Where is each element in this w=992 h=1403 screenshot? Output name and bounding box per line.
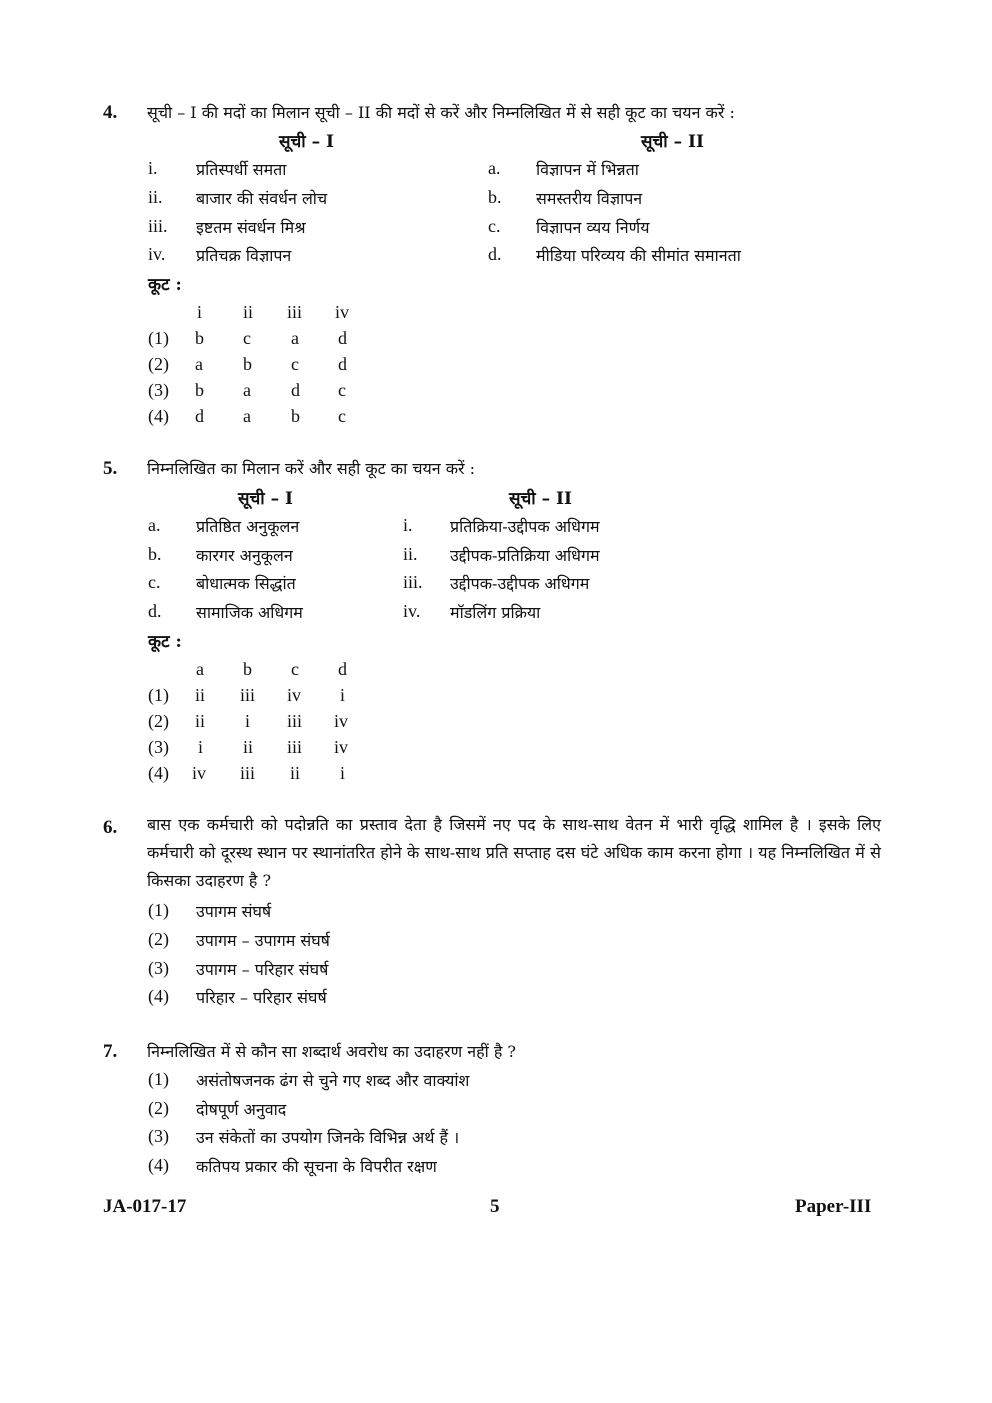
- question-number: 7.: [103, 1041, 118, 1062]
- list-1-label: d.: [148, 601, 162, 621]
- code-cell: d: [195, 406, 204, 426]
- code-cell: i: [245, 711, 251, 731]
- list-1-item: प्रतिस्पर्धी समता: [196, 160, 287, 179]
- list-2-label: d.: [488, 244, 502, 264]
- list-1-item: कारगर अनुकूलन: [196, 546, 293, 565]
- list-2-item: समस्तरीय विज्ञापन: [536, 189, 643, 208]
- option-number: (2): [148, 929, 169, 949]
- option-text: दोषपूर्ण अनुवाद: [196, 1100, 287, 1119]
- option-text: उन संकेतों का उपयोग जिनके विभिन्न अर्थ हैं ।: [196, 1128, 460, 1147]
- option-text: उपागम संघर्ष: [196, 902, 272, 921]
- code-header: b: [243, 659, 252, 679]
- code-cell: iv: [287, 685, 302, 705]
- code-cell: b: [195, 328, 204, 348]
- list-1-item: प्रतिष्ठित अनुकूलन: [196, 517, 300, 536]
- list-1-item: इष्टतम संवर्धन मिश्र: [196, 218, 306, 237]
- list-2-label: ii.: [403, 544, 418, 564]
- list-1-label: c.: [148, 572, 161, 592]
- list-2-item: विज्ञापन में भिन्नता: [536, 160, 639, 179]
- code-header: iv: [335, 302, 350, 322]
- page-number: 5: [490, 1196, 500, 1217]
- code-cell: b: [243, 354, 252, 374]
- option-number: (4): [148, 1155, 169, 1175]
- list-2-label: i.: [403, 515, 413, 535]
- list-1-label: b.: [148, 544, 162, 564]
- code-cell: b: [291, 406, 300, 426]
- code-cell: iii: [287, 711, 303, 731]
- list-2-label: iii.: [403, 572, 423, 592]
- option-text: असंतोषजनक ढंग से चुने गए शब्द और वाक्यांश: [196, 1071, 470, 1090]
- option-text: परिहार – परिहार संघर्ष: [196, 988, 327, 1007]
- code-cell: c: [243, 328, 251, 348]
- list-2-item: उद्दीपक-प्रतिक्रिया अधिगम: [450, 546, 600, 565]
- list-1-label: iv.: [148, 244, 166, 264]
- list-1-label: iii.: [148, 216, 168, 236]
- list-1-label: i.: [148, 158, 158, 178]
- code-option-number: (3): [148, 737, 169, 757]
- code-cell: a: [243, 380, 251, 400]
- list-2-label: b.: [488, 187, 502, 207]
- code-cell: i: [198, 737, 204, 757]
- question-text: बास एक कर्मचारी को पदोन्नति का प्रस्ताव देता है जिसमें नए पद के साथ-साथ वेतन में भारी वृद्धि शामिल है । इसके लिए कर्मचारी को दूरस्थ स्थान पर स्थानांतरित होने के साथ-साथ प्रति सप्ताह दस घंटे अधिक काम करना होगा । यह निम्नलिखित में से किसका उदाहरण है ?: [147, 815, 881, 890]
- question-text: निम्नलिखित का मिलान करें और सही कूट का चयन करें :: [147, 459, 476, 478]
- option-text: कतिपय प्रकार की सूचना के विपरीत रक्षण: [196, 1157, 437, 1176]
- code-cell: iv: [192, 763, 207, 783]
- code-header: d: [338, 659, 347, 679]
- code-header: ii: [243, 302, 254, 322]
- code-cell: ii: [195, 685, 206, 705]
- list-2-item: मॉडलिंग प्रक्रिया: [450, 603, 541, 622]
- list-2-item: विज्ञापन व्यय निर्णय: [536, 218, 650, 237]
- code-header: a: [196, 659, 204, 679]
- code-option-number: (2): [148, 711, 169, 731]
- option-number: (4): [148, 986, 169, 1006]
- option-number: (3): [148, 958, 169, 978]
- option-number: (1): [148, 900, 169, 920]
- code-option-number: (4): [148, 763, 169, 783]
- list-1-header: सूची – I: [279, 132, 334, 152]
- question-text: निम्नलिखित में से कौन सा शब्दार्थ अवरोध का उदाहरण नहीं है ?: [147, 1042, 517, 1061]
- code-cell: iii: [240, 763, 256, 783]
- code-cell: d: [291, 380, 300, 400]
- question-number: 4.: [103, 102, 118, 123]
- code-cell: c: [338, 380, 346, 400]
- code-option-number: (1): [148, 328, 169, 348]
- code-cell: a: [195, 354, 203, 374]
- code-label: कूट :: [148, 632, 182, 652]
- option-number: (1): [148, 1069, 169, 1089]
- list-1-label: ii.: [148, 187, 163, 207]
- code-cell: a: [291, 328, 299, 348]
- code-cell: d: [338, 354, 347, 374]
- code-cell: iv: [334, 737, 349, 757]
- list-2-item: उद्दीपक-उद्दीपक अधिगम: [450, 574, 590, 593]
- list-2-label: iv.: [403, 601, 421, 621]
- list-2-label: a.: [488, 158, 501, 178]
- code-cell: ii: [195, 711, 206, 731]
- code-cell: iii: [287, 737, 303, 757]
- code-header: i: [197, 302, 203, 322]
- list-2-label: c.: [488, 216, 501, 236]
- code-cell: c: [291, 354, 299, 374]
- code-cell: ii: [290, 763, 301, 783]
- code-cell: iii: [240, 685, 256, 705]
- question-number: 5.: [103, 458, 118, 479]
- list-2-header: सूची – II: [509, 489, 572, 509]
- list-2-item: मीडिया परिव्यय की सीमांत समानता: [536, 246, 741, 265]
- list-2-item: प्रतिक्रिया-उद्दीपक अधिगम: [450, 517, 600, 536]
- option-number: (3): [148, 1126, 169, 1146]
- code-cell: d: [338, 328, 347, 348]
- list-1-item: बोधात्मक सिद्धांत: [196, 574, 296, 593]
- code-label: कूट :: [148, 275, 182, 295]
- paper-title: Paper-III: [795, 1196, 872, 1217]
- option-text: उपागम – परिहार संघर्ष: [196, 960, 329, 979]
- code-cell: b: [195, 380, 204, 400]
- code-cell: i: [340, 763, 346, 783]
- paper-code: JA-017-17: [103, 1196, 187, 1217]
- list-1-item: सामाजिक अधिगम: [196, 603, 303, 622]
- list-1-item: प्रतिचक्र विज्ञापन: [196, 246, 292, 265]
- question-text: सूची – I की मदों का मिलान सूची – II की मदों से करें और निम्नलिखित में से सही कूट का चयन करें :: [147, 103, 735, 122]
- list-1-item: बाजार की संवर्धन लोच: [196, 189, 328, 208]
- list-1-label: a.: [148, 515, 161, 535]
- code-cell: a: [243, 406, 251, 426]
- code-option-number: (1): [148, 685, 169, 705]
- code-cell: c: [338, 406, 346, 426]
- code-cell: i: [340, 685, 346, 705]
- code-option-number: (4): [148, 406, 169, 426]
- option-number: (2): [148, 1098, 169, 1118]
- code-option-number: (3): [148, 380, 169, 400]
- option-text: उपागम – उपागम संघर्ष: [196, 931, 330, 950]
- code-header: iii: [287, 302, 303, 322]
- code-header: c: [291, 659, 299, 679]
- list-2-header: सूची – II: [641, 132, 704, 152]
- code-option-number: (2): [148, 354, 169, 374]
- code-cell: iv: [334, 711, 349, 731]
- code-cell: ii: [243, 737, 254, 757]
- list-1-header: सूची – I: [238, 489, 293, 509]
- question-number: 6.: [103, 817, 118, 838]
